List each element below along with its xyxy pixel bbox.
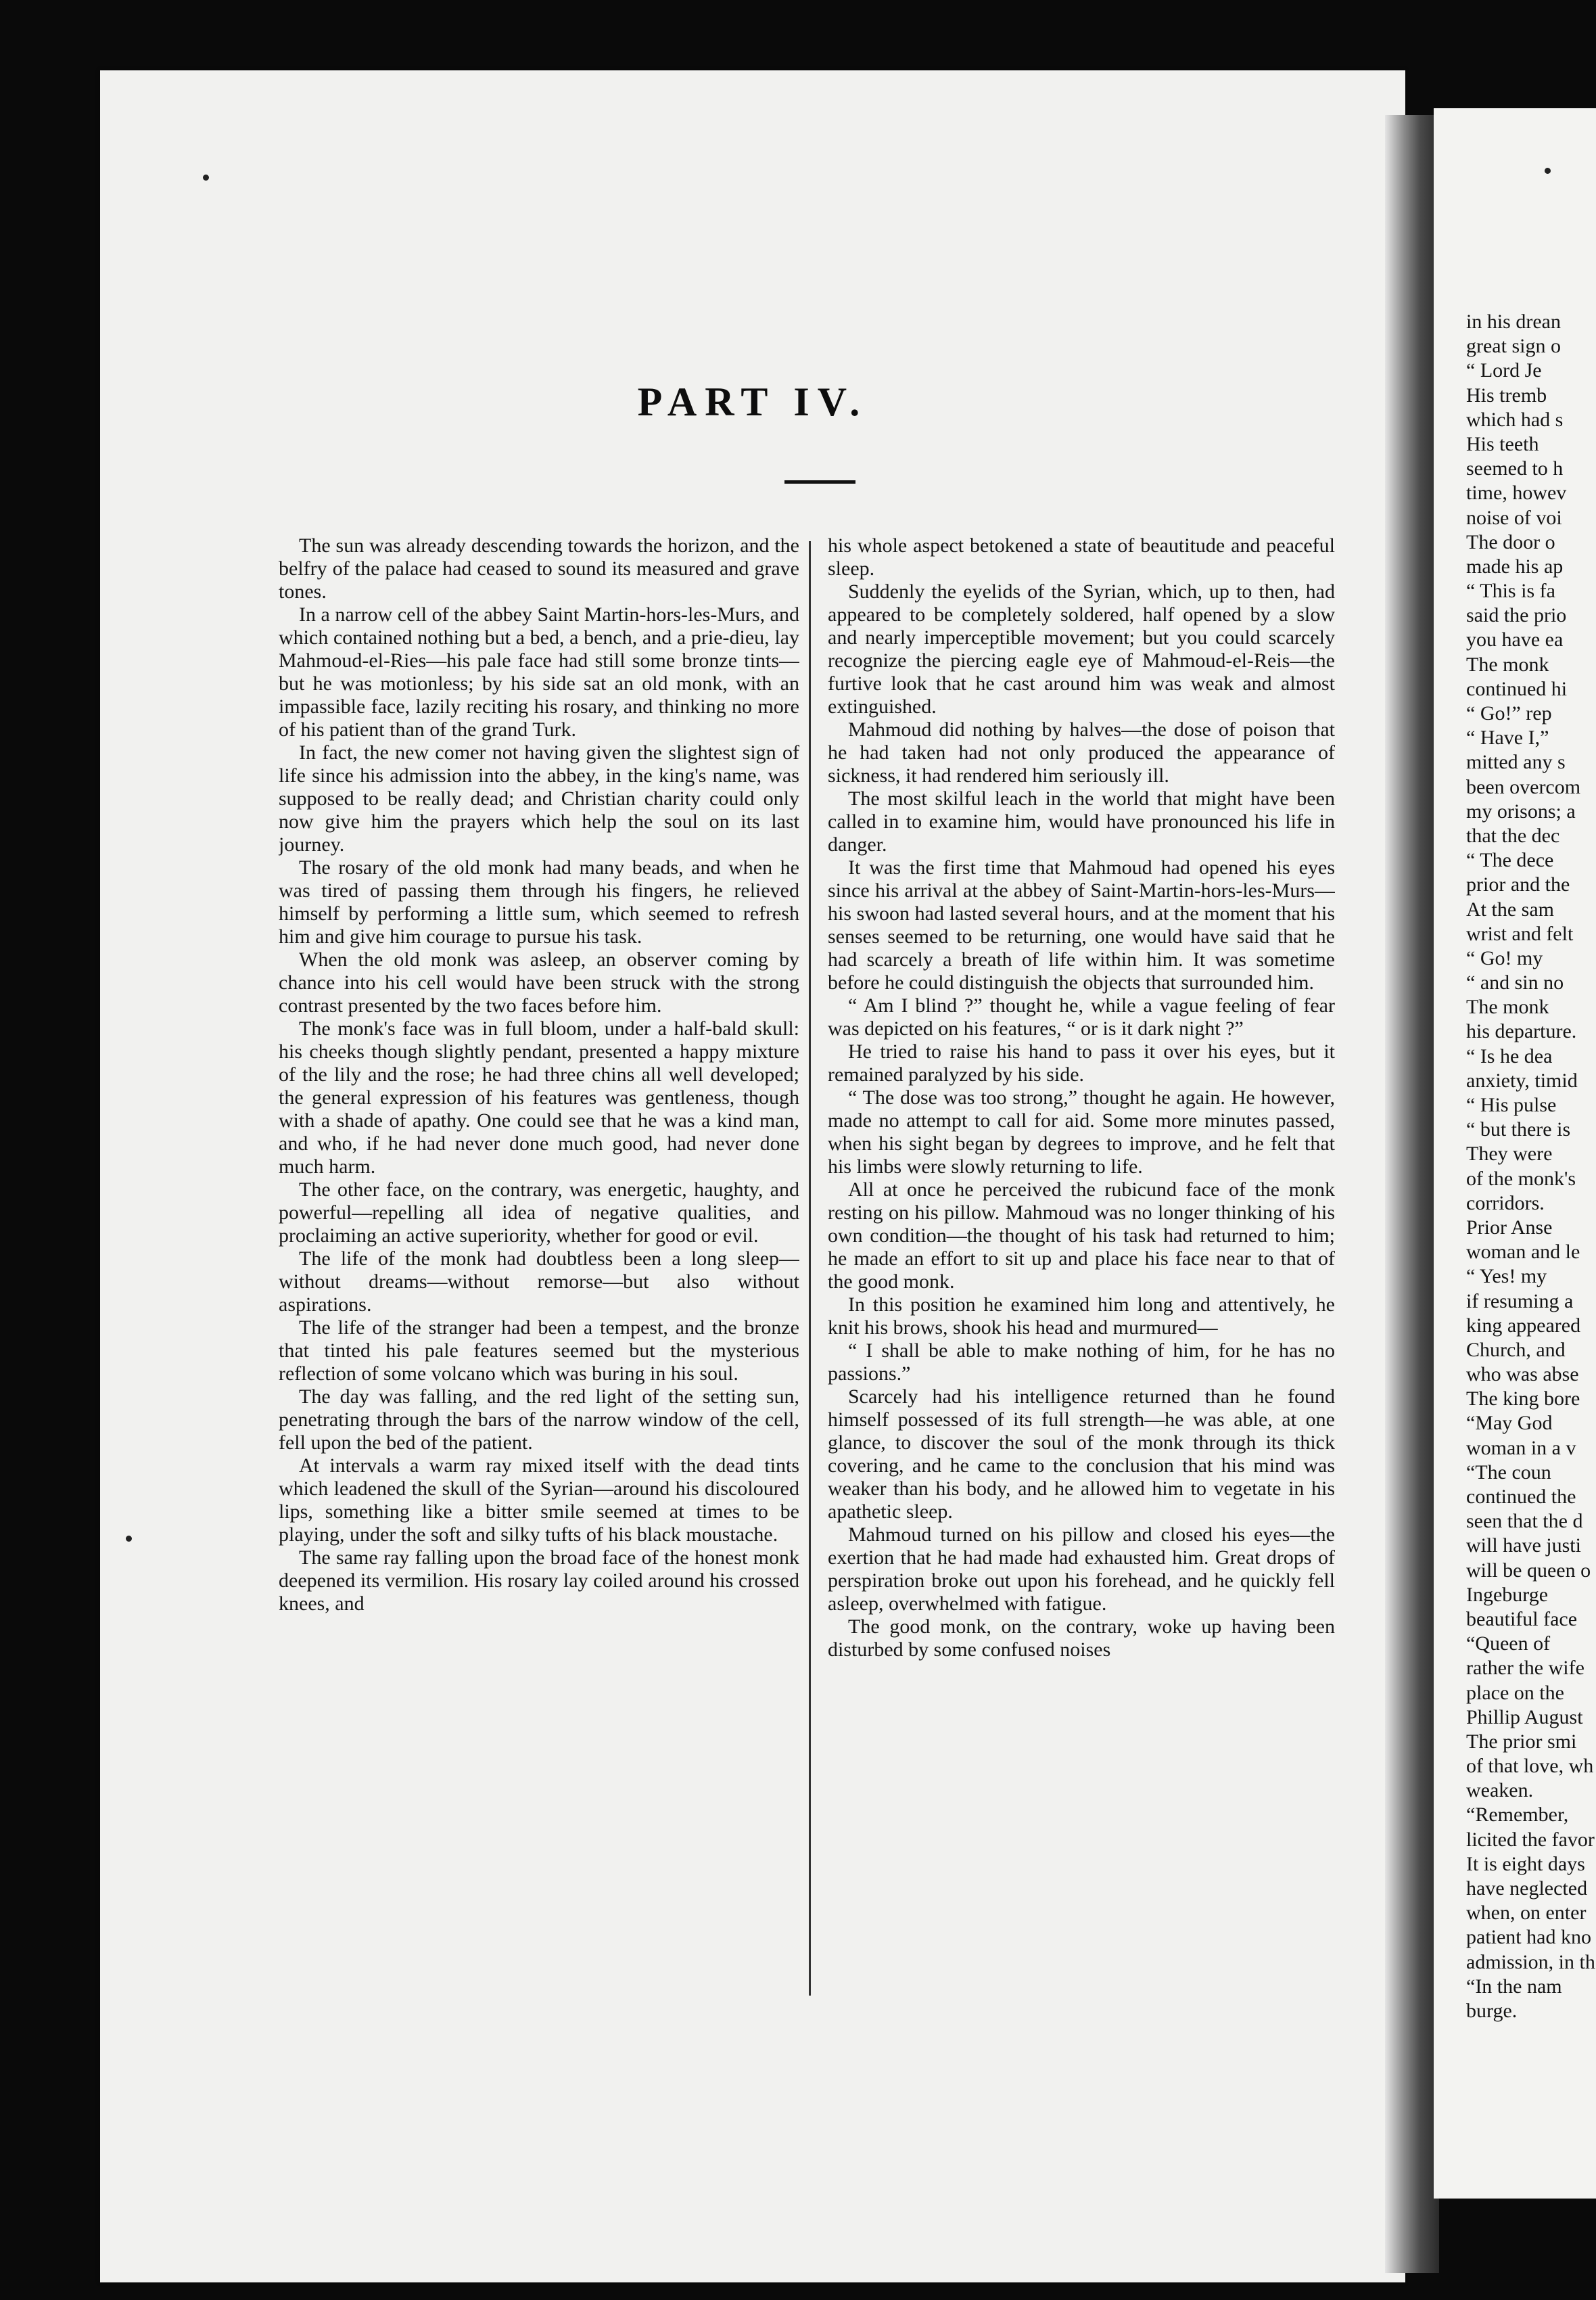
facing-page-line: The door o <box>1466 530 1555 553</box>
facing-page-line: said the prio <box>1466 604 1567 627</box>
facing-page-line: The monk <box>1466 996 1549 1019</box>
column-divider <box>809 541 811 1996</box>
paragraph: When the old monk was asleep, an observer coming by chance into his cell would have been struck with the strong contrast presented by the two faces before him. <box>279 948 799 1017</box>
paragraph: Scarcely had his intelligence returned than he found himself possessed of its full strength—he was able, at one glance, to discover the soul of the monk through its thick covering, and he came to the conclusion that his mind was weaker than his body, and he allowed him to vegetate in his apathetic sleep. <box>828 1385 1335 1523</box>
paragraph: The good monk, on the contrary, woke up having been disturbed by some confused noises <box>828 1615 1335 1661</box>
facing-page-line: that the dec <box>1466 824 1560 847</box>
paragraph: In a narrow cell of the abbey Saint Martin-hors-les-Murs, and which contained nothing but a bed, a bench, and a prie-dieu, lay Mahmoud-el-Ries—his pale face had still some bronze tints—but he was motionless; by his side sat an old monk, with an impassible face, lazily reciting his rosary, and thinking no more of his patient than of the grand Turk. <box>279 603 799 741</box>
paragraph: “ Am I blind ?” thought he, while a vague feeling of fear was depicted on his features, “ or is it dark night ?” <box>828 994 1335 1040</box>
facing-page-line: will have justi <box>1466 1534 1581 1557</box>
facing-page-line: wrist and felt <box>1466 922 1574 945</box>
facing-page-line: His tremb <box>1466 384 1547 407</box>
facing-page-line: king appeared <box>1466 1314 1581 1337</box>
paragraph: In fact, the new comer not having given the slightest sign of life since his admission into the abbey, in the king's name, was supposed to be really dead; and Christian charity could only now give him the prayers which help the soul on its last journey. <box>279 741 799 856</box>
facing-page-line: have neglected <box>1466 1877 1588 1900</box>
facing-page-line: prior and the <box>1466 873 1570 896</box>
facing-page-line: time, howev <box>1466 482 1567 505</box>
paragraph: “ The dose was too strong,” thought he again. He however, made no attempt to call for aid. Some more minutes passed, when his sight began by degrees to improve, and he felt that his limbs were slowly returning to life. <box>828 1086 1335 1178</box>
paragraph: Mahmoud did nothing by halves—the dose of poison that he had taken had not only produced the appearance of sickness, it had rendered him seriously ill. <box>828 718 1335 787</box>
facing-page-line: seen that the d <box>1466 1510 1583 1533</box>
facing-page-line: which had s <box>1466 408 1564 431</box>
paragraph: At intervals a warm ray mixed itself with the dead tints which leadened the skull of the Syrian—around his discoloured lips, something like a bitter smile seemed at times to be playing, under the soft and silky tufts of his black moustache. <box>279 1454 799 1546</box>
facing-page-line: rather the wife <box>1466 1657 1585 1680</box>
facing-page-line: beautiful face <box>1466 1607 1578 1630</box>
paragraph: The life of the monk had doubtless been a long sleep—without dreams—without remorse—but also without aspirations. <box>279 1247 799 1316</box>
facing-page-line: woman and le <box>1466 1241 1580 1264</box>
print-speck <box>203 175 209 181</box>
facing-page-line: They were <box>1466 1143 1553 1166</box>
facing-page-line: my orisons; a <box>1466 800 1576 823</box>
paragraph: Mahmoud turned on his pillow and closed his eyes—the exertion that he had made had exhausted him. Great drops of perspiration broke out upon his forehead, and he quickly fell asleep, overwhelmed with fatigue. <box>828 1523 1335 1615</box>
facing-page-line: “In the nam <box>1466 1975 1562 1998</box>
facing-page-line: continued hi <box>1466 677 1568 700</box>
facing-page-line: “Queen of <box>1466 1632 1551 1655</box>
facing-page-line: It is eight days <box>1466 1852 1585 1875</box>
facing-page-line: been overcom <box>1466 775 1581 798</box>
paragraph: “ I shall be able to make nothing of him, for he has no passions.” <box>828 1339 1335 1385</box>
facing-page-line: “The coun <box>1466 1460 1551 1484</box>
facing-page-line: “ This is fa <box>1466 580 1555 603</box>
book-gutter <box>1385 115 1439 2273</box>
facing-page-line: “ and sin no <box>1466 971 1564 994</box>
facing-page-line: you have ea <box>1466 628 1564 651</box>
facing-page-line: The king bore <box>1466 1387 1580 1410</box>
paragraph: The day was falling, and the red light of the setting sun, penetrating through the bars of the narrow window of the cell, fell upon the bed of the patient. <box>279 1385 799 1454</box>
facing-page-line: made his ap <box>1466 555 1564 578</box>
part-heading: PART IV. <box>637 380 868 424</box>
facing-page-line: licited the favor <box>1466 1828 1595 1851</box>
facing-page-line: His teeth <box>1466 432 1539 455</box>
paragraph: The same ray falling upon the broad face of the honest monk deepened its vermilion. His rosary lay coiled around his crossed knees, and <box>279 1546 799 1615</box>
facing-page-line: Ingeburge <box>1466 1583 1549 1606</box>
facing-page-line: Church, and <box>1466 1338 1566 1361</box>
heading-rule <box>784 480 855 484</box>
right-text-column <box>828 534 1335 2226</box>
facing-page-line: “ Go!” rep <box>1466 702 1552 724</box>
paragraph: It was the first time that Mahmoud had opened his eyes since his arrival at the abbey of Saint-Martin-hors-les-Murs—his swoon had lasted several hours, and at the moment that his senses seemed to be returning, one would have said that he had scarcely a breath of life within him. It was sometime before he could distinguish the objects that surrounded him. <box>828 856 1335 994</box>
facing-page-line: of the monk's <box>1466 1167 1576 1190</box>
facing-page-line: “ but there is <box>1466 1118 1571 1141</box>
facing-page-line: “Remember, <box>1466 1803 1569 1826</box>
facing-page-line: continued the <box>1466 1486 1576 1508</box>
facing-page-line: “ Have I,” <box>1466 727 1549 750</box>
facing-page-line: noise of voi <box>1466 506 1562 529</box>
facing-page-line: weaken. <box>1466 1779 1534 1802</box>
paragraph: The other face, on the contrary, was energetic, haughty, and powerful—repelling all idea of negative qualities, and proclaiming an active superiority, whether for good or evil. <box>279 1178 799 1247</box>
paragraph: Suddenly the eyelids of the Syrian, which, up to then, had appeared to be completely soldered, half opened by a slow and nearly imperceptible movement; but you could scarcely recognize the piercing eagle eye of Mahmoud-el-Reis—the furtive look that he cast around him was weak and almost extinguished. <box>828 580 1335 718</box>
facing-page-line: “May God <box>1466 1412 1553 1435</box>
facing-page-line: when, on enter <box>1466 1902 1587 1925</box>
facing-page-line: will be queen o <box>1466 1559 1591 1582</box>
facing-page-line: “ The dece <box>1466 849 1554 872</box>
paragraph: The rosary of the old monk had many beads, and when he was tired of passing them through his fingers, he relieved himself by performing a little sum, which seemed to refresh him and give him courage to pursue his task. <box>279 856 799 948</box>
paragraph: The sun was already descending towards the horizon, and the belfry of the palace had ceased to sound its measured and grave tones. <box>279 534 799 603</box>
print-speck <box>1545 168 1551 174</box>
facing-page-line: The prior smi <box>1466 1730 1577 1753</box>
facing-page-line: admission, in th <box>1466 1950 1595 1973</box>
facing-page-column <box>1466 310 1596 2028</box>
facing-page-line: his departure. <box>1466 1020 1577 1043</box>
facing-page-line: patient had kno <box>1466 1926 1591 1949</box>
paragraph: He tried to raise his hand to pass it over his eyes, but it remained paralyzed by his side. <box>828 1040 1335 1086</box>
left-text-column <box>279 534 799 2226</box>
facing-page-line: “ Yes! my <box>1466 1265 1547 1288</box>
facing-page-line: “ Lord Je <box>1466 359 1542 382</box>
facing-page-line: who was abse <box>1466 1363 1579 1386</box>
facing-page-line: seemed to h <box>1466 457 1564 480</box>
facing-page-line: burge. <box>1466 1999 1518 2022</box>
paragraph: his whole aspect betokened a state of beautitude and peaceful sleep. <box>828 534 1335 580</box>
facing-page-line: great sign o <box>1466 335 1561 358</box>
facing-page-line: “ Is he dea <box>1466 1044 1553 1067</box>
paragraph: The most skilful leach in the world that might have been called in to examine him, would have pronounced his life in danger. <box>828 787 1335 856</box>
print-speck <box>126 1536 132 1542</box>
facing-page-line: The monk <box>1466 653 1549 676</box>
facing-page-line: in his drean <box>1466 310 1561 333</box>
facing-page-line: At the sam <box>1466 898 1554 921</box>
facing-page-line: woman in a v <box>1466 1436 1576 1459</box>
paragraph: The life of the stranger had been a tempest, and the bronze that tinted his pale features seemed but the mysterious reflection of some volcano which was buring in his soul. <box>279 1316 799 1385</box>
facing-page-line: Prior Anse <box>1466 1216 1553 1239</box>
facing-page-line: “ His pulse <box>1466 1094 1557 1116</box>
paragraph: The monk's face was in full bloom, under a half-bald skull: his cheeks though slightly pendant, presented a happy mixture of the lily and the rose; he had three chins all well developed; the general expression of his features was gentleness, though with a shade of apathy. One could see that he was a kind man, and who, if he had never done much good, had never done much harm. <box>279 1017 799 1178</box>
facing-page-line: corridors. <box>1466 1191 1545 1214</box>
facing-page-line: anxiety, timid <box>1466 1069 1578 1092</box>
facing-page-line: of that love, wh <box>1466 1755 1594 1778</box>
facing-page-line: “ Go! my <box>1466 946 1543 969</box>
paragraph: In this position he examined him long and attentively, he knit his brows, shook his head and murmured— <box>828 1293 1335 1339</box>
facing-page-line: Phillip August <box>1466 1705 1583 1728</box>
facing-page-line: place on the <box>1466 1681 1564 1704</box>
facing-page-line: mitted any s <box>1466 751 1566 774</box>
facing-page-line: if resuming a <box>1466 1289 1574 1312</box>
paragraph: All at once he perceived the rubicund face of the monk resting on his pillow. Mahmoud was no longer thinking of his own condition—the thought of his task had returned to him; he made an effort to sit up and place his face near to that of the good monk. <box>828 1178 1335 1293</box>
